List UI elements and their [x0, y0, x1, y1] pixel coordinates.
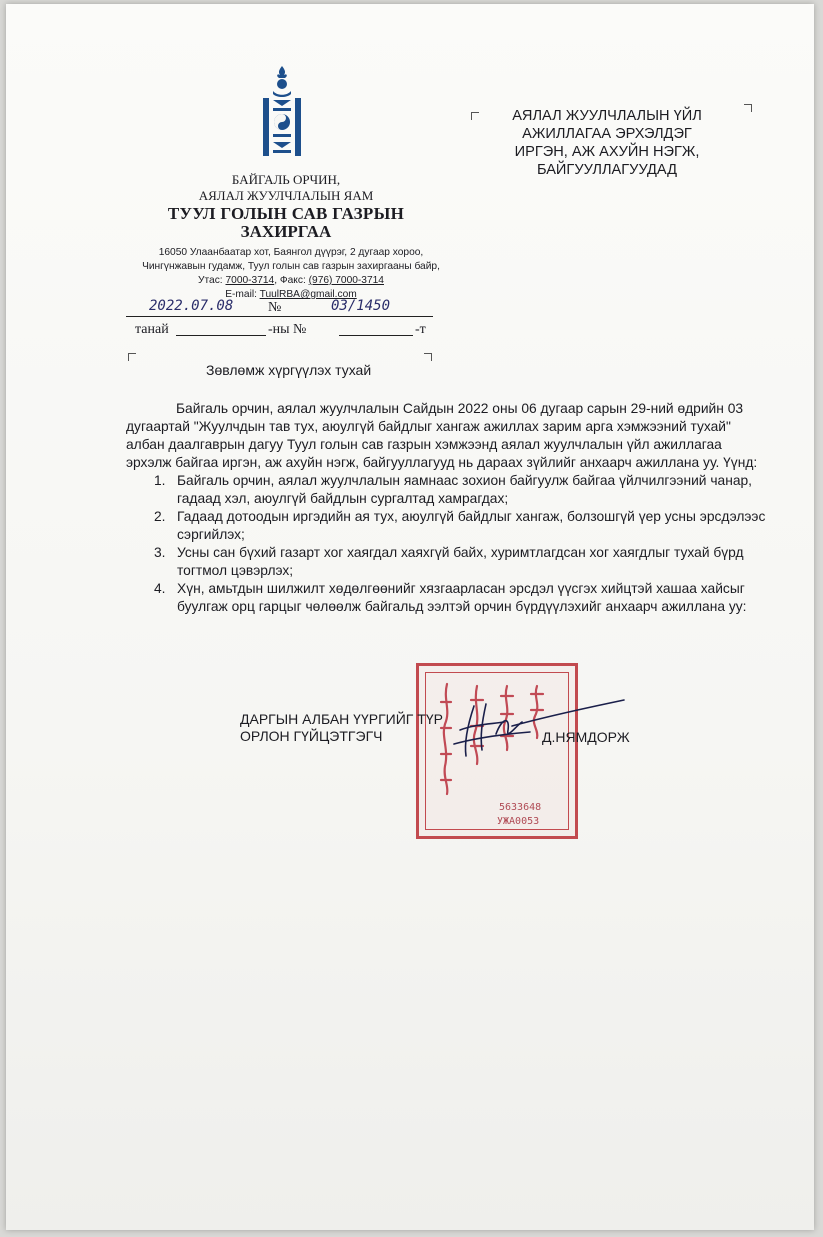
list-item: 4. Хүн, амьтдын шилжилт хөдөлгөөнийг хязгаарласан эрсдэл үүсгэх хийцтэй хашаа хайсыг буулгаж орц гарцыг чөлөөлж байгальд ээлтэй орчин бүрдүүлэхийг анхаарч ажиллана уу:	[154, 581, 747, 614]
phone-label: Утас:	[198, 275, 223, 286]
signer-name: Д.НЯМДОРЖ	[542, 729, 630, 745]
recipient-line: БАЙГУУЛЛАГУУДАД	[536, 162, 678, 178]
recipient-line: АЯЛАЛ ЖУУЛЧЛАЛЫН ҮЙЛ	[512, 108, 702, 124]
date-number-rule	[126, 316, 433, 317]
your-number-suffix: -т	[415, 322, 426, 337]
org-line-2: АЯЛАЛ ЖУУЛЧЛАЛЫН ЯАМ	[198, 188, 374, 203]
list-item: 3. Усны сан бүхий газарт хог хаягдал хаяхгүй байх, хуримтлагдсан хог хаягдлыг тухай бүрд тогтмол цэвэрлэх;	[154, 545, 744, 578]
fax-number: (976) 7000-3714	[308, 275, 384, 286]
letter-date: 2022.07.08	[149, 298, 234, 314]
list-item: 1. Байгаль орчин, аялал жуулчлалын яамнаас зохион байгуулж байгаа үйлчилгээний чанар, гадаад хэл, аюулгүй байдлын сургалтад хамрагдах;	[154, 473, 753, 506]
email-label: E-mail:	[225, 289, 257, 300]
email-address[interactable]: TuulRBA@gmail.com	[259, 289, 357, 300]
phone-line	[106, 274, 476, 287]
body-paragraph: Байгаль орчин, аялал жуулчлалын Сайдын 2022 оны 06 дугаар сарын 29-ний өдрийн 03 дугаартай "Жуулчдын тав тух, аюулгүй байдлыг хангаж ажиллах зарим арга хэмжээний тухай" албан даалгаврын дагуу Туул голын сав газрын хэмжээнд аялал жуулчлалын үйл ажиллагаа эрхэлж байгаа иргэн, аж ахуйн нэгж, байгууллагууд нь дараах зүйлийг анхаарч ажиллана уу. Үүнд:	[126, 401, 758, 470]
recipient-line: АЖИЛЛАГАА ЭРХЭЛДЭГ	[522, 126, 692, 142]
address-line-2: Чингүнжавын гудамж, Туул голын сав газрын захиргааны байр,	[142, 261, 440, 272]
subject-title: Зөвлөмж хүргүүлэх тухай	[206, 362, 372, 378]
list-item: 2. Гадаад дотоодын иргэдийн ая тух, аюулгүй байдлыг хангаж, болзошгүй үер усны эрсдэлээс сэргийлэх;	[154, 509, 766, 542]
letter-body	[126, 400, 766, 616]
org-line-1: БАЙГАЛЬ ОРЧИН,	[231, 172, 341, 187]
stamp-number-2: УЖА0053	[497, 816, 540, 827]
requirements-list	[126, 472, 766, 616]
your-date-rule	[176, 335, 266, 336]
subject-corner-left	[128, 353, 136, 361]
signer-title-line-2: ОРЛОН ГҮЙЦЭТГЭГЧ	[240, 728, 383, 744]
fax-label: , Факс:	[274, 275, 306, 286]
number-symbol: №	[268, 300, 282, 315]
soyombo-emblem-icon	[259, 64, 305, 164]
your-label: танай	[135, 322, 169, 337]
recipient-corner-left	[471, 112, 479, 120]
document-page	[6, 4, 814, 1230]
phone-number: 7000-3714	[225, 275, 275, 286]
subject-corner-right	[424, 353, 432, 361]
your-date-suffix: -ны №	[268, 322, 307, 337]
address-line-1: 16050 Улаанбаатар хот, Баянгол дүүрэг, 2 дугаар хороо,	[158, 247, 424, 258]
recipient-corner-right	[744, 104, 752, 112]
handwritten-signature-icon	[446, 694, 636, 764]
stamp-number-1: 5633648	[499, 802, 542, 813]
signer-title	[240, 711, 443, 745]
org-name-line-1: ТУУЛ ГОЛЫН САВ ГАЗРЫН	[167, 204, 405, 223]
recipient-block	[502, 107, 712, 179]
letter-number: 03/1450	[331, 298, 391, 314]
org-name-line-2: ЗАХИРГАА	[240, 222, 332, 241]
signer-title-line-1: ДАРГЫН АЛБАН ҮҮРГИЙГ ТҮР	[240, 711, 443, 727]
recipient-line: ИРГЭН, АЖ АХУЙН НЭГЖ,	[514, 144, 700, 160]
your-number-rule	[339, 335, 413, 336]
